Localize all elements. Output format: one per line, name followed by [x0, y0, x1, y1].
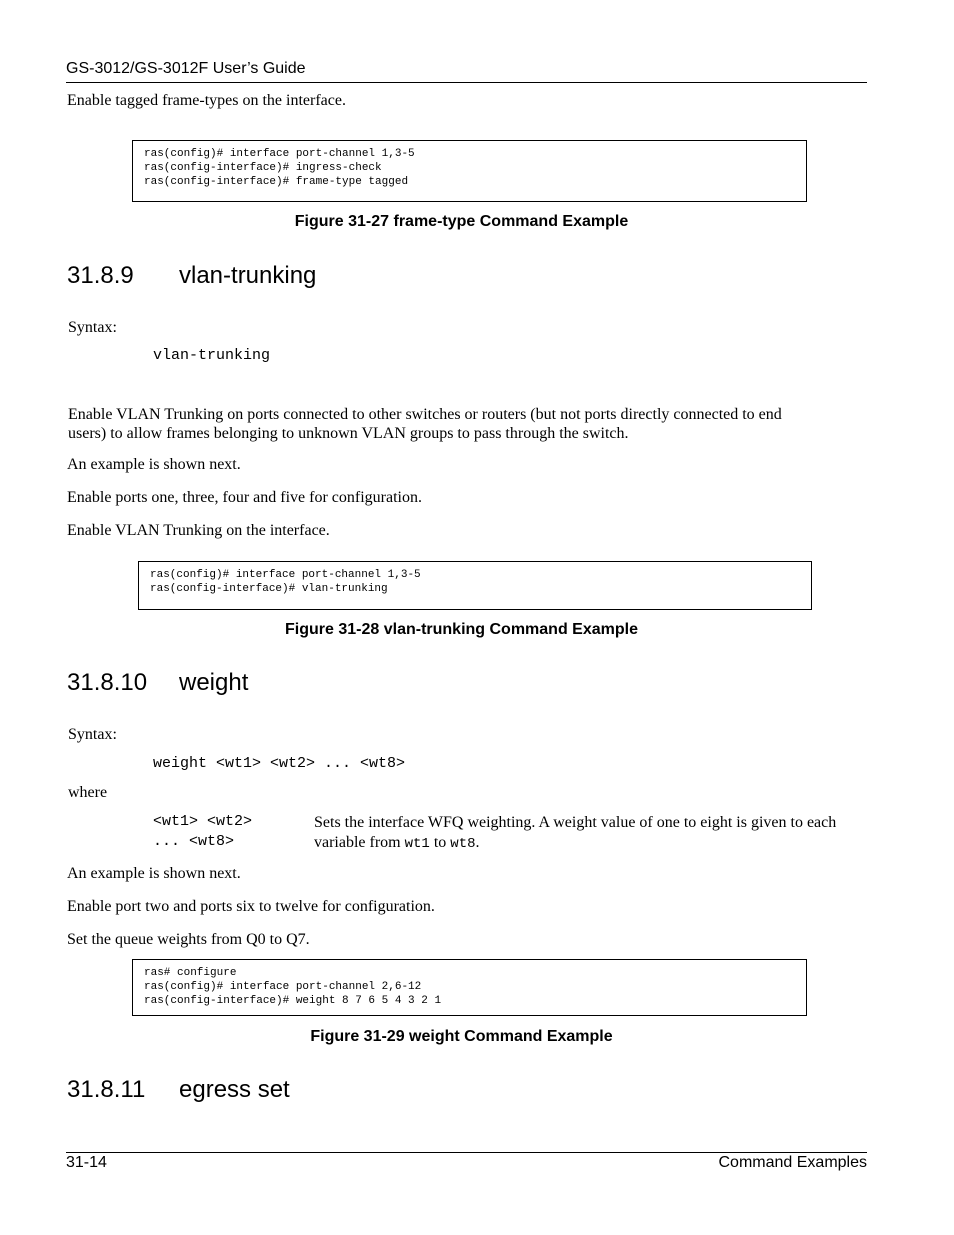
figure-caption: Figure 31-29 weight Command Example — [310, 1028, 613, 1045]
footer-rule — [66, 1152, 867, 1153]
code-line: ras(config)# interface port-channel 2,6-12 — [144, 981, 422, 993]
parameter-description-text: to — [433, 834, 447, 851]
paragraph: Enable ports one, three, four and five for configuration. — [67, 489, 422, 506]
where-label: where — [68, 784, 108, 801]
description-line: Enable VLAN Trunking on ports connected to other switches or routers (but not ports directly connected to end — [68, 406, 782, 423]
paragraph: Enable port two and ports six to twelve for configuration. — [67, 898, 435, 915]
page-number: 31-14 — [66, 1154, 107, 1171]
syntax-command: weight <wt1> <wt2> ... <wt8> — [153, 755, 406, 772]
code-line: ras(config)# interface port-channel 1,3-5 — [144, 148, 415, 160]
section-title: vlan-trunking — [179, 262, 317, 289]
running-header: GS-3012/GS-3012F User’s Guide — [66, 60, 306, 77]
syntax-label: Syntax: — [68, 726, 117, 743]
inline-code: wt8 — [450, 836, 476, 852]
section-title: egress set — [179, 1076, 290, 1103]
code-line: ras(config-interface)# frame-type tagged — [144, 176, 409, 188]
parameter-name: ... <wt8> — [153, 833, 235, 850]
chapter-name: Command Examples — [718, 1154, 867, 1171]
parameter-description-text: . — [475, 834, 480, 851]
figure-caption: Figure 31-28 vlan-trunking Command Example — [285, 621, 638, 638]
parameter-description-text: Sets the interface WFQ weighting. A weight value of one to eight is given to each variable from — [314, 814, 837, 851]
code-line: ras# configure — [144, 967, 237, 979]
code-example-frame-type — [132, 140, 807, 202]
parameter-description — [314, 813, 854, 854]
parameter-name: <wt1> <wt2> — [153, 813, 253, 830]
section-number: 31.8.9 — [67, 262, 134, 289]
syntax-label: Syntax: — [68, 319, 117, 336]
paragraph: An example is shown next. — [67, 865, 241, 882]
code-line: ras(config)# interface port-channel 1,3-5 — [150, 569, 421, 581]
header-rule — [66, 82, 867, 83]
code-example-weight — [132, 959, 807, 1016]
syntax-command: vlan-trunking — [153, 347, 271, 364]
code-line: ras(config-interface)# vlan-trunking — [150, 583, 388, 595]
paragraph: Enable VLAN Trunking on the interface. — [67, 522, 330, 539]
description-line: users) to allow frames belonging to unknown VLAN groups to pass through the switch. — [68, 425, 629, 442]
code-example-vlan-trunking — [138, 561, 812, 610]
inline-code: wt1 — [404, 836, 430, 852]
section-number: 31.8.11 — [67, 1076, 146, 1103]
figure-caption: Figure 31-27 frame-type Command Example — [294, 213, 629, 230]
paragraph: An example is shown next. — [67, 456, 241, 473]
section-title: weight — [179, 669, 249, 696]
paragraph: Set the queue weights from Q0 to Q7. — [67, 931, 310, 948]
intro-paragraph: Enable tagged frame-types on the interface. — [67, 92, 346, 109]
code-line: ras(config-interface)# ingress-check — [144, 162, 382, 174]
code-line: ras(config-interface)# weight 8 7 6 5 4 3 2 1 — [144, 995, 442, 1007]
section-number: 31.8.10 — [67, 669, 148, 696]
